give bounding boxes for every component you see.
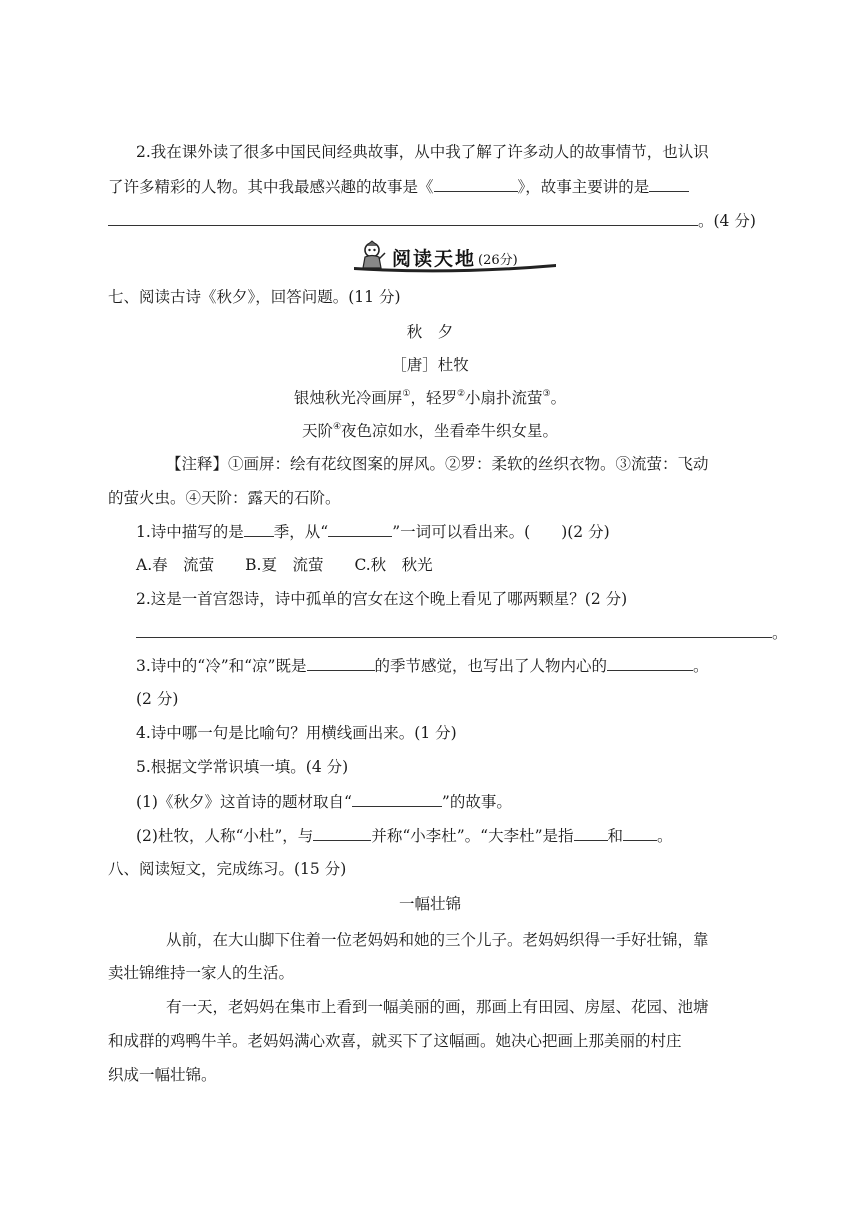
q2-line-1: 2.我在课外读了很多中国民间经典故事，从中我了解了许多动人的故事情节，也认识: [136, 143, 709, 161]
question-5-part-2-text-d: 。: [657, 827, 673, 845]
question-3-text-c: 。: [693, 657, 709, 675]
question-4: 4.诗中哪一句是比喻句？用横线画出来。(1 分): [136, 724, 457, 742]
season-feeling-blank[interactable]: [307, 654, 375, 671]
question-3: [136, 654, 709, 677]
question-2-answer-end: 。: [772, 624, 788, 642]
banner-score: (26分): [478, 253, 518, 268]
poem-line-1-part-a: 银烛秋光冷画屏: [293, 389, 403, 407]
question-3-text-b: 的季节感觉，也写出了人物内心的: [374, 657, 608, 675]
poem-line-1-part-b: ，轻罗: [410, 389, 457, 407]
xiao-li-blank[interactable]: [313, 824, 371, 841]
question-5-part-1-text-b: ”的故事。: [441, 793, 512, 811]
note-marker-1: ①: [402, 389, 411, 399]
article-title: 一幅壮锦: [398, 895, 461, 913]
poem-line-1-part-c: 小扇扑流萤: [465, 389, 543, 407]
question-5-part-1-text-a: (1)《秋夕》这首诗的题材取自“: [136, 793, 352, 811]
story-content-blank-start[interactable]: [649, 175, 689, 192]
question-2: 2.这是一首宫怨诗，诗中孤单的宫女在这个晚上看见了哪两颗星？(2 分): [136, 590, 628, 608]
question-5-part-2: [136, 824, 673, 847]
paragraph-1-line-1: 从前，在大山脚下住着一位老妈妈和她的三个儿子。老妈妈织得一手好壮锦，靠: [166, 931, 709, 949]
reading-section-banner: [350, 240, 560, 274]
question-5-part-1: [136, 790, 512, 813]
da-du-blank[interactable]: [623, 824, 657, 841]
story-content-blank[interactable]: [108, 209, 698, 226]
poem-line-1-part-d: 。: [550, 389, 567, 407]
poem-line-2-part-b: 夜色凉如水，坐看牵牛织女星。: [341, 422, 559, 440]
inner-feeling-blank[interactable]: [607, 654, 693, 671]
note-marker-3: ③: [542, 389, 551, 399]
question-2-answer-line: [136, 621, 788, 644]
question-5-part-2-text-c: 和: [607, 827, 624, 845]
story-name-blank[interactable]: [434, 175, 518, 192]
section-8-heading: 八、阅读短文，完成练习。(15 分): [108, 860, 347, 878]
poem-author: ［唐］杜牧: [391, 356, 469, 374]
poem-title: 秋 夕: [406, 323, 454, 341]
poem-line-2-part-a: 天阶: [301, 422, 333, 440]
word-blank[interactable]: [328, 520, 392, 537]
question-3-score: (2 分): [136, 690, 179, 708]
question-2-answer-blank[interactable]: [136, 621, 772, 638]
note-marker-4: ④: [332, 422, 342, 432]
section-7-heading: 七、阅读古诗《秋夕》，回答问题。(11 分): [108, 288, 401, 306]
poem-line-1: [0, 387, 860, 409]
question-3-text-a: 3.诗中的“冷”和“凉”既是: [136, 657, 307, 675]
question-1-options: A.春 流萤 B.夏 流萤 C.秋 秋光: [136, 556, 433, 574]
season-blank[interactable]: [244, 520, 274, 537]
question-1-text-c: ”一词可以看出来。( )(2 分): [392, 523, 610, 541]
poem-source-blank[interactable]: [352, 790, 442, 807]
q2-line-3: [108, 209, 756, 232]
question-5: 5.根据文学常识填一填。(4 分): [136, 758, 349, 776]
notes-line-2: 的萤火虫。④天阶：露天的石阶。: [108, 489, 341, 507]
notes-line-1: 【注释】①画屏：绘有花纹图案的屏风。②罗：柔软的丝织衣物。③流萤：飞动: [166, 455, 709, 473]
q2-line-2-text-a: 了许多精彩的人物。其中我最感兴趣的故事是《: [108, 178, 434, 196]
paragraph-2-line-2: 和成群的鸡鸭牛羊。老妈妈满心欢喜，就买下了这幅画。她决心把画上那美丽的村庄: [108, 1032, 682, 1050]
q2-line-2-text-b: 》，故事主要讲的是: [517, 178, 650, 196]
question-5-part-2-text-b: 并称“小李杜”。“大李杜”是指: [371, 827, 574, 845]
poem-line-2: [0, 420, 860, 442]
paragraph-2-line-1: 有一天，老妈妈在集市上看到一幅美丽的画，那画上有田园、房屋、花园、池塘: [166, 998, 709, 1016]
da-li-blank[interactable]: [574, 824, 608, 841]
paragraph-1-line-2: 卖壮锦维持一家人的生活。: [108, 964, 295, 982]
note-marker-2: ②: [456, 389, 466, 399]
q2-line-2: [108, 175, 689, 198]
question-1: [136, 520, 610, 543]
question-5-part-2-text-a: (2)杜牧，人称“小杜”，与: [136, 827, 314, 845]
banner-title: 阅读天地: [392, 248, 477, 270]
question-1-text-b: 季，从“: [273, 523, 329, 541]
mascot-icon: [356, 240, 388, 272]
question-1-text-a: 1.诗中描写的是: [136, 523, 244, 541]
paragraph-2-line-3: 织成一幅壮锦。: [108, 1066, 217, 1084]
q2-line-3-end: 。(4 分): [698, 212, 756, 230]
